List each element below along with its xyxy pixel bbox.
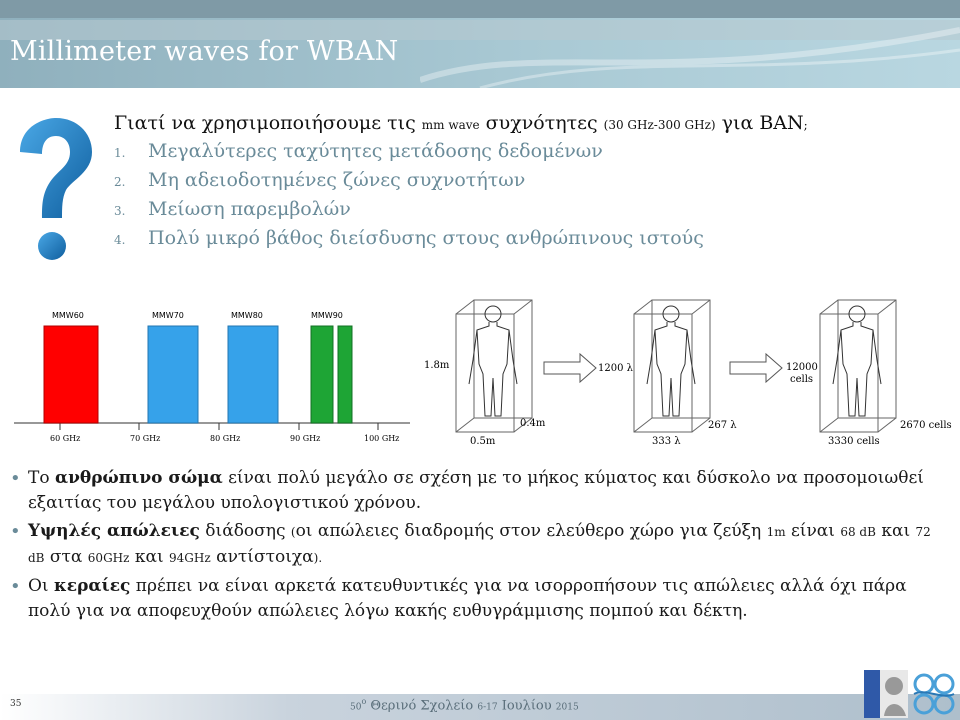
dim-label: 2670 cells xyxy=(900,420,952,431)
tick-label: 80 GHz xyxy=(210,434,241,443)
text-run: πρέπει να είναι αρκετά κατευθυντικές για να ισορροπήσουν τις απώλειες αλλά όχι πάρα πολύ για να αποφευχθούν απώλειες λόγω κακής ευθυγράμμισης πομπού και δέκτη. xyxy=(28,576,907,621)
text-run: στα xyxy=(44,547,88,567)
dim-label: 0.5m xyxy=(470,436,496,447)
arrow-right-icon xyxy=(544,354,596,382)
header-decoration xyxy=(420,20,960,88)
list-item: 3. Μείωση παρεμβολών xyxy=(114,198,351,220)
band-label: MMW60 xyxy=(52,311,84,320)
text-run: Οι xyxy=(28,576,55,596)
band-mmw70 xyxy=(148,326,198,423)
bullet-list xyxy=(10,466,945,627)
list-item: 4. Πολύ μικρό βάθος διείσδυσης στους ανθρώπινους ιστούς xyxy=(114,227,704,249)
text-run: ). xyxy=(313,551,323,565)
body-box-2 xyxy=(634,300,710,432)
band-label: MMW90 xyxy=(311,311,343,320)
text-run: ( xyxy=(290,525,296,539)
tick-label: 100 GHz xyxy=(364,434,400,443)
text-run: και xyxy=(875,521,916,541)
band-mmw60 xyxy=(44,326,98,423)
list-item: 2. Μη αδειοδοτημένες ζώνες συχνοτήτων xyxy=(114,169,526,191)
question-line: Γιατί να χρησιμοποιήσουμε τις mm wave συχνότητες (30 GHz-300 GHz) για ΒΑΝ; xyxy=(114,112,808,134)
bullet-item xyxy=(10,519,945,571)
bold-text: κεραίες xyxy=(54,576,131,596)
dim-label: 267 λ xyxy=(708,420,737,431)
body-discretization-figure xyxy=(420,292,955,452)
band-mmw80 xyxy=(228,326,278,423)
text-run: 60GHz xyxy=(87,551,130,565)
text-run: οι απώλειες διαδρομής στον ελεύθερο χώρο για ζεύξη xyxy=(295,521,767,541)
text-run: και xyxy=(129,547,170,567)
school-logo xyxy=(910,670,958,718)
dim-label: 12000 xyxy=(786,362,818,373)
body-box-3 xyxy=(820,300,896,432)
text-run: 1m xyxy=(766,525,786,539)
bold-text: ανθρώπινο σώμα xyxy=(54,468,223,488)
text-run: 72 dB xyxy=(28,525,931,565)
bullet-item xyxy=(10,466,945,516)
tick-label: 70 GHz xyxy=(130,434,161,443)
tick-label: 60 GHz xyxy=(50,434,81,443)
footer-text: $50^o$ Θερινό Σχολείο 6-17 Ιουλίου 2015 xyxy=(350,697,579,714)
dim-label: 1200 λ xyxy=(598,363,633,374)
spectrum-figure xyxy=(14,296,414,446)
text-run: διάδοσης xyxy=(199,521,291,541)
reasons-list xyxy=(114,140,704,256)
dim-label: cells xyxy=(790,374,814,385)
band-mmw90-a xyxy=(311,326,333,423)
tick-label: 90 GHz xyxy=(290,434,321,443)
band-label: MMW70 xyxy=(152,311,184,320)
text-run: Το xyxy=(28,468,55,488)
text-run: είναι πολύ μεγάλο σε σχέση με το μήκος κύματος και δύσκολο να προσομοιωθεί εξαιτίας του μεγάλου υπολογιστικού χρόνου. xyxy=(28,468,924,513)
arrow-right-icon xyxy=(730,354,782,382)
slide-title: Millimeter waves for WBAN xyxy=(10,36,399,67)
band-label: MMW80 xyxy=(231,311,263,320)
text-run: αντίστοιχα xyxy=(210,547,314,567)
page-number: 35 xyxy=(10,699,22,709)
dim-label: 3330 cells xyxy=(828,436,880,447)
university-logo xyxy=(864,670,908,718)
band-mmw90-b xyxy=(338,326,352,423)
question-mark-icon xyxy=(12,118,94,270)
bold-text: Υψηλές απώλειες xyxy=(28,521,200,541)
header-top-bar xyxy=(0,0,960,20)
text-run: είναι xyxy=(785,521,841,541)
dim-label: 333 λ xyxy=(652,436,681,447)
text-run: 94GHz xyxy=(169,551,211,565)
dim-label: 1.8m xyxy=(424,360,450,371)
text-run: 68 dB xyxy=(840,525,876,539)
dim-label: 0.4m xyxy=(520,418,546,429)
list-item: 1. Μεγαλύτερες ταχύτητες μετάδοσης δεδομένων xyxy=(114,140,603,162)
body-box-1 xyxy=(456,300,532,432)
bullet-item xyxy=(10,574,945,624)
